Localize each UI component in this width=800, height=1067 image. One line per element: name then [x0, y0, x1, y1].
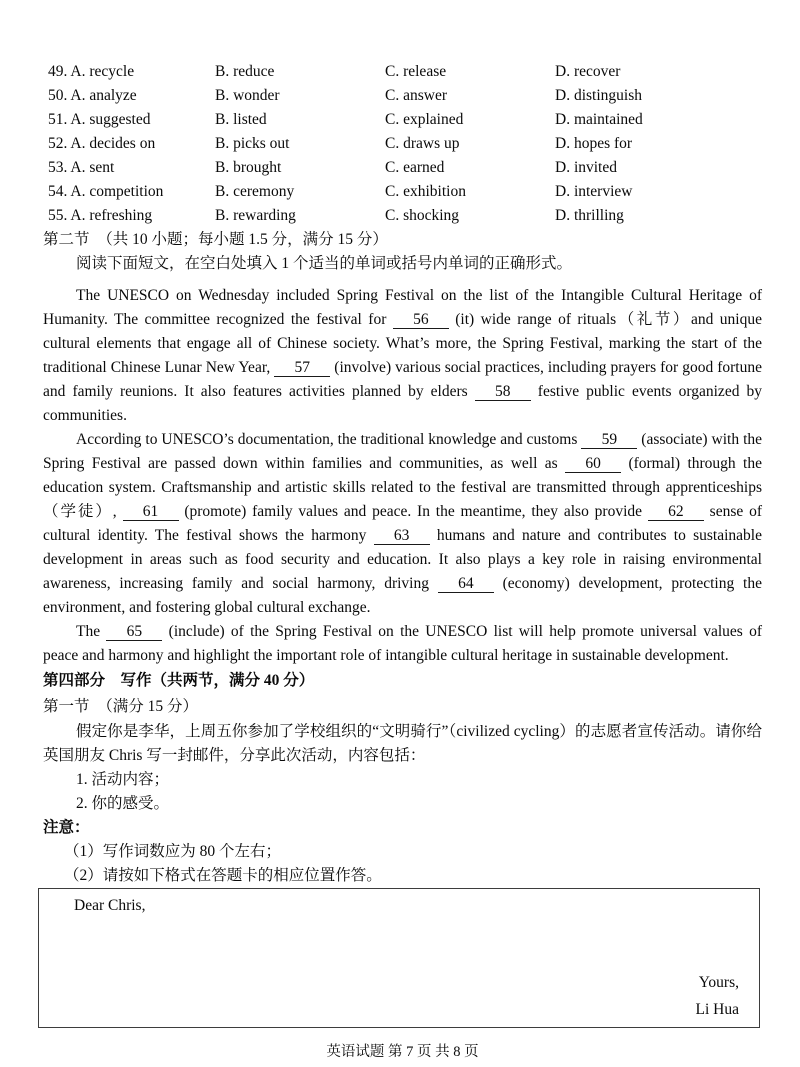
mc-question-row	[43, 84, 762, 108]
blank-56: 56	[393, 311, 449, 329]
mc-option: C. earned	[385, 159, 445, 176]
blank-61: 61	[123, 503, 179, 521]
mc-question-number-and-option-a: 52. A. decides on	[48, 135, 156, 152]
blank-65: 65	[106, 623, 162, 641]
mc-option: B. ceremony	[215, 183, 295, 200]
mc-question-number-and-option-a: 53. A. sent	[48, 159, 115, 176]
mc-question-row	[43, 132, 762, 156]
mc-option: B. listed	[215, 111, 267, 128]
mc-question-number-and-option-a: 50. A. analyze	[48, 87, 137, 104]
part4-section1-header: 第一节 （满分 15 分）	[43, 698, 199, 715]
writing-note-1: （1）写作词数应为 80 个左右；	[64, 843, 282, 860]
mc-option: C. shocking	[385, 207, 460, 224]
mc-option: B. wonder	[215, 87, 280, 104]
letter-closing: Yours,	[698, 974, 739, 991]
blank-60: 60	[565, 455, 621, 473]
mc-question-number-and-option-a: 54. A. competition	[48, 183, 164, 200]
writing-prompt: 假定你是李华，上周五你参加了学校组织的“文明骑行”（civilized cycling）的志愿者宣传活动。请你给英国朋友 Chris 写一封邮件，分享此次活动，内容包括：	[43, 723, 762, 764]
mc-option: B. reduce	[215, 63, 275, 80]
blank-64: 64	[438, 575, 494, 593]
mc-question-row	[43, 204, 762, 228]
mc-question-row	[43, 156, 762, 180]
mc-option: D. thrilling	[555, 207, 624, 224]
mc-option: D. interview	[555, 183, 633, 200]
letter-signature: Li Hua	[695, 1001, 739, 1018]
mc-option: C. explained	[385, 111, 464, 128]
mc-option: C. draws up	[385, 135, 460, 152]
blank-58: 58	[475, 383, 531, 401]
letter-closing-block	[696, 969, 739, 1023]
mc-option: B. brought	[215, 159, 282, 176]
blank-63: 63	[374, 527, 430, 545]
mc-option: B. rewarding	[215, 207, 296, 224]
blank-62: 62	[648, 503, 704, 521]
mc-question-number-and-option-a: 49. A. recycle	[48, 63, 135, 80]
cloze-paragraph-2: According to UNESCO’s documentation, the traditional knowledge and customs 59 (associate) with the Spring Festival are passed down within families and communities, as well as 60 (formal) through the education system. Craftsmanship and artistic skills related to the festival are transmitted through apprenticeships（学徒）, 61 (promote) family values and peace. In the meantime, they also provide 62 sense of cultural identity. The festival shows the harmony 63 humans and nature and contributes to sustainable development in areas such as food security and education. It also plays a key role in raising environmental awareness, increasing family and social harmony, driving 64 (economy) development, protecting the environment, and fostering global cultural exchange.	[43, 431, 762, 616]
mc-option: D. invited	[555, 159, 617, 176]
writing-point-2: 2. 你的感受。	[76, 795, 170, 812]
page-footer: 英语试题 第 7 页 共 8 页	[326, 1044, 479, 1060]
mc-option: C. answer	[385, 87, 447, 104]
mc-question-number-and-option-a: 55. A. refreshing	[48, 207, 153, 224]
mc-option: D. hopes for	[555, 135, 633, 152]
cloze-paragraph-1: The UNESCO on Wednesday included Spring Festival on the list of the Intangible Cultural Heritage of Humanity. The committee recognized the festival for 56 (it) wide range of rituals（礼节）and unique cultural elements that engage all of Chinese society. What’s more, the Spring Festival, marking the start of the traditional Chinese Lunar New Year, 57 (involve) various social practices, including prayers for good fortune and family reunions. It also features activities planned by elders 58 festive public events organized by communities.	[43, 287, 763, 424]
cloze-paragraph-3: The 65 (include) of the Spring Festival on the UNESCO list will help promote universal values of peace and harmony and highlight the important role of intangible cultural heritage in sustainable development.	[43, 623, 762, 664]
mc-question-table	[43, 60, 762, 228]
mc-question-number-and-option-a: 51. A. suggested	[48, 111, 151, 128]
part4-header: 第四部分 写作（共两节，满分 40 分）	[43, 672, 315, 689]
answer-letter-box	[38, 888, 760, 1028]
mc-option: B. picks out	[215, 135, 290, 152]
notes-label: 注意：	[43, 819, 90, 836]
mc-question-row	[43, 108, 762, 132]
blank-59: 59	[581, 431, 637, 449]
writing-point-1: 1. 活动内容；	[76, 771, 170, 788]
mc-question-row	[43, 60, 762, 84]
section2-instruction: 阅读下面短文，在空白处填入 1 个适当的单词或括号内单词的正确形式。	[76, 255, 573, 272]
writing-note-2: （2）请按如下格式在答题卡的相应位置作答。	[64, 867, 382, 884]
mc-question-row	[43, 180, 762, 204]
mc-option: D. distinguish	[555, 87, 642, 104]
letter-salutation: Dear Chris,	[74, 897, 146, 914]
mc-option: C. exhibition	[385, 183, 466, 200]
blank-57: 57	[274, 359, 330, 377]
section2-header: 第二节 （共 10 小题；每小题 1.5 分，满分 15 分）	[43, 231, 388, 248]
mc-option: D. recover	[555, 63, 621, 80]
mc-option: C. release	[385, 63, 447, 80]
mc-option: D. maintained	[555, 111, 643, 128]
